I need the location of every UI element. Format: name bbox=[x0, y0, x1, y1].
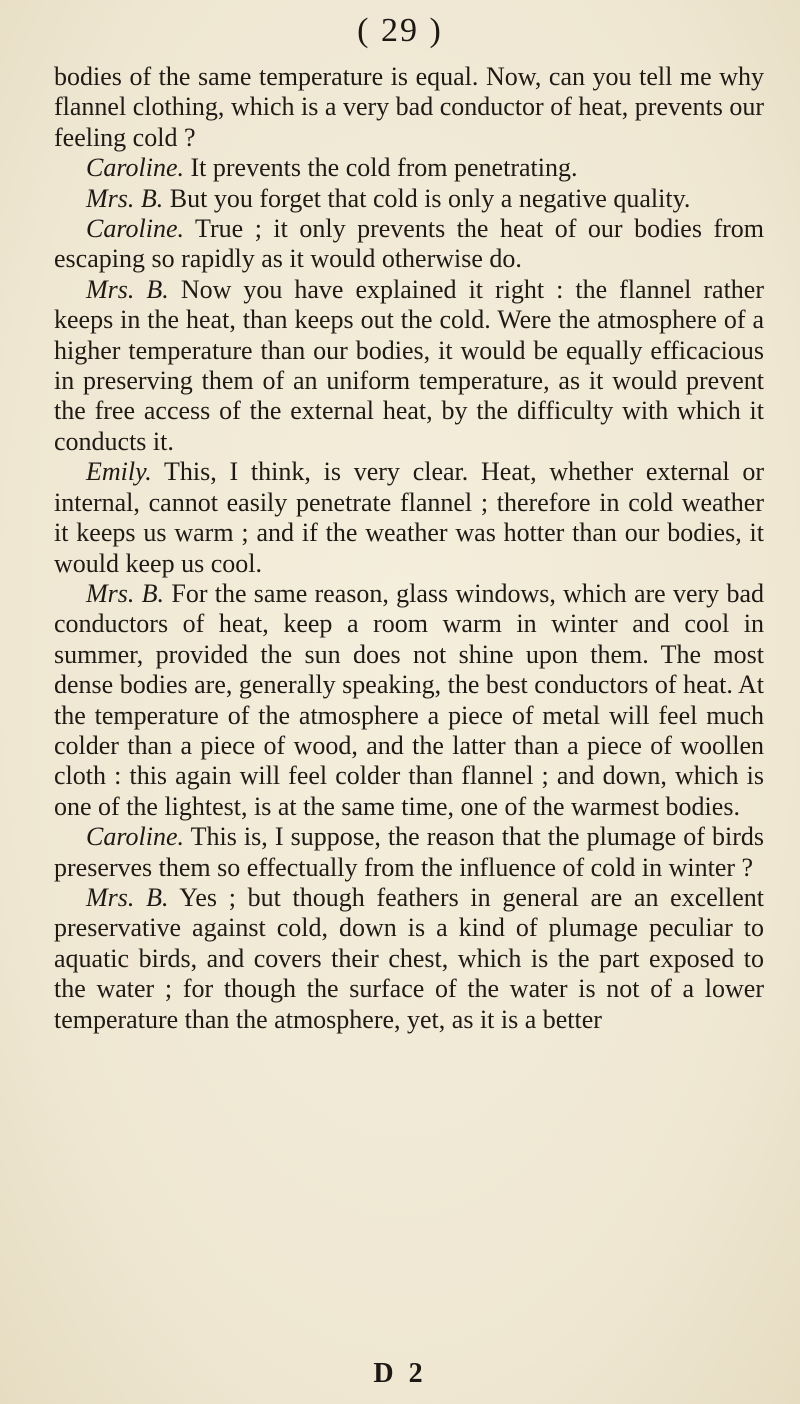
speaker-name: Mrs. B. bbox=[86, 183, 164, 213]
paragraph bbox=[54, 214, 764, 275]
paragraph-text: For the same reason, glass windows, which are very bad conductors of heat, keep a room warm in winter and cool in summer, provided the sun does not shine upon them. The most dense bodies are, generally speaking, the best conductors of heat. At the temperature of the atmosphere a piece of metal will feel much colder than a piece of wood, and the latter than a piece of woollen cloth : this again will feel colder than flannel ; and down, which is one of the lightest, is at the same time, one of the warmest bodies. bbox=[54, 578, 765, 821]
paragraph bbox=[54, 62, 764, 153]
paragraph-text: It prevents the cold from penetrating. bbox=[190, 153, 578, 183]
speaker-name: Emily. bbox=[86, 457, 152, 487]
paragraph bbox=[54, 457, 764, 579]
paragraph bbox=[54, 153, 764, 183]
paragraph bbox=[54, 275, 764, 457]
paragraph bbox=[54, 579, 764, 822]
speaker-name: Caroline. bbox=[86, 214, 184, 244]
body-text bbox=[54, 62, 764, 1035]
paragraph-text: Now you have explained it right : the flannel rather keeps in the heat, than keeps out the cold. Were the atmosphere of a higher temperature than our bodies, it would be equally efficacious in preserving them of an uniform temperature, as it would prevent the free access of the external heat, by the difficulty with which it conducts it. bbox=[54, 274, 764, 456]
paragraph-text: This, I think, is very clear. Heat, whether external or internal, cannot easily penetrate flannel ; therefore in cold weather it keeps us warm ; and if the weather was hotter than our bodies, it would keep us cool. bbox=[54, 457, 765, 578]
paragraph bbox=[54, 822, 764, 883]
paragraph-text: True ; it only prevents the heat of our bodies from escaping so rapidly as it would otherwise do. bbox=[54, 214, 765, 274]
paragraph-text: bodies of the same temperature is equal. Now, can you tell me why flannel clothing, which is a very bad conductor of heat, prevents our feeling cold ? bbox=[54, 62, 764, 152]
speaker-name: Caroline. bbox=[86, 822, 184, 852]
signature-mark: D 2 bbox=[373, 1358, 427, 1389]
speaker-name: Mrs. B. bbox=[86, 578, 165, 608]
paragraph bbox=[54, 883, 764, 1035]
paragraph-text: But you forget that cold is only a negative quality. bbox=[169, 183, 691, 213]
paragraph-text: Yes ; but though feathers in general are an excellent preservative against cold, down is a kind of plumage peculiar to aquatic birds, and covers their chest, which is the part exposed to the water ; for though the surface of the water is not of a lower temperature than the atmosphere, yet, as it is a better bbox=[54, 882, 764, 1034]
speaker-name: Caroline. bbox=[86, 153, 184, 183]
speaker-name: Mrs. B. bbox=[86, 882, 169, 912]
page-number: ( 29 ) bbox=[357, 12, 443, 49]
paragraph bbox=[54, 184, 764, 214]
paragraph-text: This is, I suppose, the reason that the plumage of birds preserves them so effectually from the influence of cold in winter ? bbox=[54, 822, 765, 882]
speaker-name: Mrs. B. bbox=[86, 274, 169, 304]
